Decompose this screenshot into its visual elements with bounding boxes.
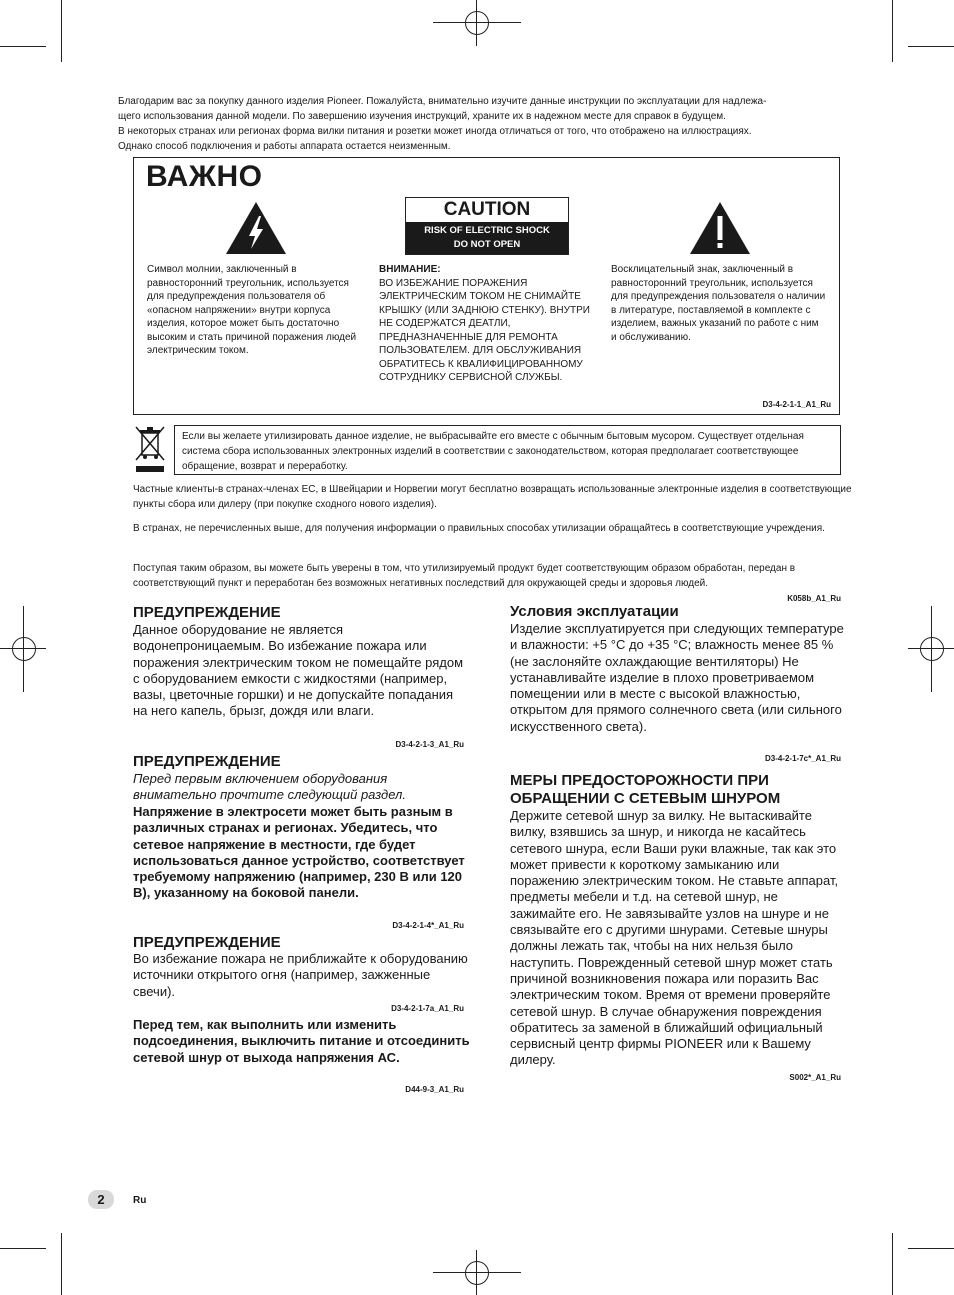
caution-line: RISK OF ELECTRIC SHOCK xyxy=(424,225,550,236)
intro-line: Однако способ подключения и работы аппарата остается неизменным. xyxy=(118,141,451,152)
warning-text: Во избежание пожара не приближайте к оборудованию источники открытого огня (например, зажженные свечи). xyxy=(133,951,468,999)
power-cord-heading xyxy=(510,772,780,808)
disconnect-warning: Перед тем, как выполнить или изменить подсоединения, выключить питание и отсоединить сетевой шнур от выхода напряжения АС. xyxy=(133,1017,470,1065)
caution-line: DO NOT OPEN xyxy=(453,239,521,250)
eu-paragraph: Поступая таким образом, вы можете быть уверены в том, что утилизируемый продукт будет соответствующим образом обработан, передан в соответствующий пункт и переработан без возможных негативных последствий для окружающей среды и здоровья людей. xyxy=(133,563,796,589)
crop-mark xyxy=(0,1248,46,1249)
language-code: Ru xyxy=(133,1195,147,1206)
caution-label xyxy=(405,197,569,255)
caution-text: ВО ИЗБЕЖАНИЕ ПОРАЖЕНИЯ ЭЛЕКТРИЧЕСКИМ ТОКОМ НЕ СНИМАЙТЕ КРЫШКУ (ИЛИ ЗАДНЮЮ СТЕНКУ). ВНУТРИ НЕ СОДЕРЖАТСЯ ДЕАТЛИ, ПРЕДНАЗНАЧЕННЫЕ ДЛЯ РЕМОНТА ПОЛЬЗОВАТЕЛЕМ. ДЛЯ ОБСЛУЖИВАНИЯ ОБРАТИТЕСЬ К КВАЛИФИЦИРОВАННОМУ СОТРУДНИКУ СЕРВИСНОЙ СЛУЖБЫ. xyxy=(379,277,590,383)
intro-line: В некоторых странах или регионах форма вилки питания и розетки может иногда отличаться от того, что отображено на иллюстрациях. xyxy=(118,126,752,137)
crop-mark xyxy=(61,0,62,62)
doc-code: D3-4-2-1-3_A1_Ru xyxy=(395,740,464,749)
doc-code: D3-4-2-1-7a_A1_Ru xyxy=(391,1004,464,1013)
registration-circle xyxy=(465,1261,489,1285)
registration-circle xyxy=(465,11,489,35)
crop-mark xyxy=(892,0,893,62)
crop-mark xyxy=(892,1233,893,1295)
intro-line: щего использования данной модели. По завершению изучения инструкций, храните их в надежном месте для справок в будущем. xyxy=(118,111,726,122)
doc-code: S002*_A1_Ru xyxy=(789,1073,841,1082)
power-cord-heading-line: ОБРАЩЕНИИ С СЕТЕВЫМ ШНУРОМ xyxy=(510,790,781,807)
eu-paragraph: Частные клиенты-в странах-членах ЕС, в Швейцарии и Норвегии могут бесплатно возвращать использованные электронные изделия в соответствующие пункты сбора или дилеру (при покупке сходного нового изделия). xyxy=(133,484,852,510)
crop-mark xyxy=(61,1233,62,1295)
crossed-bin-icon xyxy=(133,424,167,474)
doc-code: D3-4-2-1-7c*_A1_Ru xyxy=(764,754,841,763)
eu-paragraph: В странах, не перечисленных выше, для получения информации о правильных способах утилизации обращайтесь в соответствующие учреждения. xyxy=(133,523,825,534)
doc-code: D3-4-2-1-1_A1_Ru xyxy=(762,400,831,409)
intro-text xyxy=(118,94,858,154)
doc-code: K058b_A1_Ru xyxy=(787,594,841,603)
crop-mark xyxy=(908,1248,954,1249)
exclamation-description: Восклицательный знак, заключенный в равносторонний треугольник, используется для предупреждения пользователя о наличии в литературе, поставляемой в комплекте с изделием, важных указаний по работе с ним и обслуживанию. xyxy=(611,264,826,343)
page-number: 2 xyxy=(88,1190,114,1209)
warning-text: Данное оборудование не является водонепроницаемым. Во избежание пожара или поражения электрическим током не помещайте рядом с оборудованием емкости с жидкостями (например, вазы, цветочные горшки) и не допускайте попадания на него капель, брызг, дождя или влаги. xyxy=(133,622,464,719)
important-box xyxy=(133,157,840,415)
power-cord-heading-line: МЕРЫ ПРЕДОСТОРОЖНОСТИ ПРИ xyxy=(510,772,769,789)
warning-italic-text: Перед первым включением оборудования внимательно прочтите следующий раздел. xyxy=(133,771,406,803)
doc-code: D3-4-2-1-4*_A1_Ru xyxy=(392,921,464,930)
important-title: ВАЖНО xyxy=(146,160,263,193)
warning-heading: ПРЕДУПРЕЖДЕНИЕ xyxy=(133,934,281,951)
voltage-warning: Напряжение в электросети может быть разным в различных странах и регионах. Убедитесь, что сетевое напряжение в местности, где будет использоваться данное устройство, соответствует требуемому напряжению (например, 230 В или 120 В), указанному на боковой панели. xyxy=(133,804,465,901)
conditions-heading: Условия эксплуатации xyxy=(510,603,679,620)
registration-circle xyxy=(12,637,36,661)
crop-mark xyxy=(0,46,46,47)
caution-description xyxy=(379,263,594,385)
conditions-text: Изделие эксплуатируется при следующих температуре и влажности: +5 °C до +35 °C; влажность менее 85 % (не заслоняйте охлаждающие вентиляторы) Не устанавливайте изделие в плохо проветриваемом помещении или в месте с высокой влажностью, открытом для прямого солнечного света (или сильного искусственного света). xyxy=(510,621,844,734)
exclamation-warning-icon xyxy=(688,200,752,256)
warning-heading: ПРЕДУПРЕЖДЕНИЕ xyxy=(133,753,281,770)
crop-mark xyxy=(908,46,954,47)
lightning-warning-icon xyxy=(224,200,288,256)
power-cord-text: Держите сетевой шнур за вилку. Не вытаскивайте вилку, взявшись за шнур, и никогда не касайтесь сетевого шнура, если Ваши руки влажные, так как это может привести к короткому замыканию или поражению электрическим током. Не ставьте аппарат, предметы мебели и т.д. на сетевой шнур, не зажимайте его. Не завязывайте узлов на шнуре и не связывайте его с другими шнурами. Сетевые шнуры должны лежать так, чтобы на них нельзя было наступить. Поврежденный сетевой шнур может стать причиной возникновения пожара или поразить Вас электрическим током. Время от времени проверяйте сетевой шнур. В случае обнаружения повреждения обратитесь за заменой в ближайший официальный сервисный центр фирмы PIONEER или к Вашему дилеру. xyxy=(510,808,839,1068)
lightning-description: Символ молнии, заключенный в равносторонний треугольник, используется для предупреждения пользователя об «опасном напряжении» внутри корпуса изделия, которое может быть достаточно высоким и стать причиной поражения людей электрическим током. xyxy=(147,264,357,356)
caution-band xyxy=(406,222,568,254)
caution-heading: ВНИМАНИЕ: xyxy=(379,264,441,275)
intro-line: Благодарим вас за покупку данного изделия Pioneer. Пожалуйста, внимательно изучите данные инструкции по эксплуатации для надлежа- xyxy=(118,96,767,107)
caution-word: CAUTION xyxy=(443,199,531,220)
warning-heading: ПРЕДУПРЕЖДЕНИЕ xyxy=(133,604,281,621)
weee-notice: Если вы желаете утилизировать данное изделие, не выбрасывайте его вместе с обычным бытовым мусором. Существует отдельная система сбора использованных электронных изделий в соответствии с законодательством, которая предполагает соответствующее обращение, возврат и переработку. xyxy=(174,425,841,475)
registration-circle xyxy=(920,637,944,661)
doc-code: D44-9-3_A1_Ru xyxy=(405,1085,464,1094)
